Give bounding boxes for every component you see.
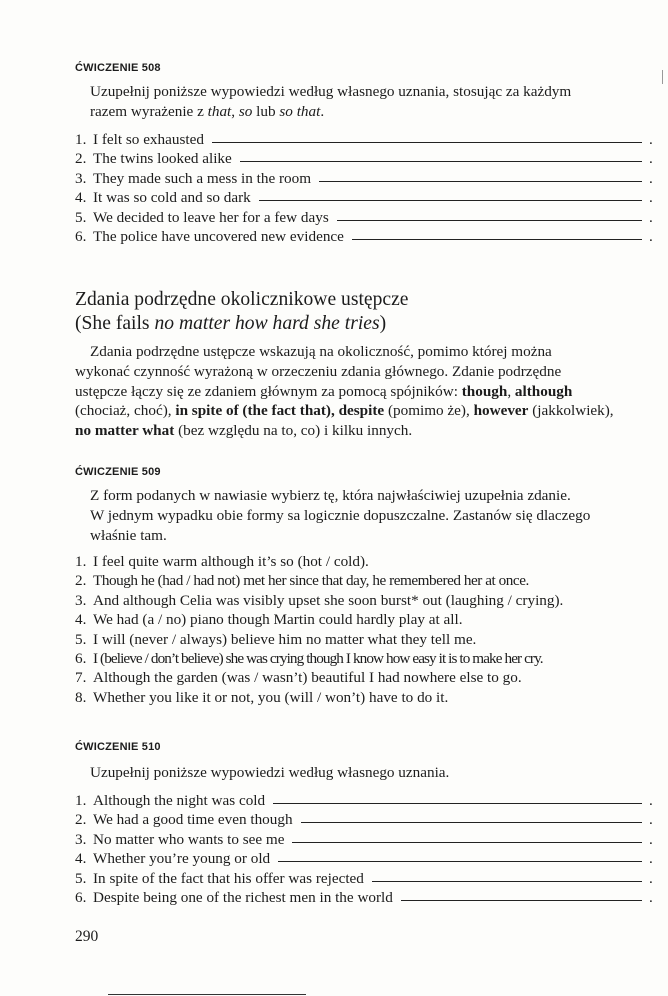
exercise-510-heading: ĆWICZENIE 510 (75, 741, 161, 753)
answer-line[interactable] (212, 142, 642, 143)
instruction-line: Uzupełnij poniższe wypowiedzi według własnego uznania. (90, 764, 450, 781)
exercise-508-items (75, 131, 653, 247)
answer-line[interactable] (401, 900, 642, 901)
answer-line[interactable] (337, 220, 642, 221)
list-item: 4. Whether you’re young or old . (75, 850, 653, 868)
list-item: 6. I (believe / don’t believe) she was crying though I know how easy it is to make her cry. (75, 649, 543, 667)
exercise-509-heading: ĆWICZENIE 509 (75, 466, 161, 478)
exercise-508-heading: ĆWICZENIE 508 (75, 62, 161, 74)
exercise-510-instructions (75, 763, 649, 783)
list-item: 3. No matter who wants to see me . (75, 830, 653, 848)
explanation-line: wykonać czynność wyrażoną w orzeczeniu zdania głównego. Zdanie podrzędne (75, 362, 562, 380)
explanation-line: no matter what (bez względu na to, co) i kilku innych. (75, 422, 413, 440)
answer-line[interactable] (352, 239, 642, 240)
list-item: 3. And although Celia was visibly upset she soon burst* out (laughing / crying). (75, 591, 564, 609)
exercise-508-instructions (75, 82, 649, 122)
instruction-line: właśnie tam. (90, 526, 167, 544)
list-item: 1. Although the night was cold . (75, 792, 653, 809)
instruction-line: razem wyrażenie z that, so lub so that. (90, 102, 325, 120)
list-item: 7. Although the garden (was / wasn’t) beautiful I had nowhere else to go. (75, 669, 522, 687)
answer-line[interactable] (259, 200, 642, 201)
explanation-line: Zdania podrzędne ustępcze wskazują na okoliczność, pomimo której można (90, 343, 552, 360)
answer-line[interactable] (319, 181, 642, 182)
list-item: 5. I will (never / always) believe him no matter what they tell me. (75, 630, 477, 648)
answer-line[interactable] (273, 803, 642, 804)
list-item: 2. Though he (had / had not) met her since that day, he remembered her at once. (75, 572, 529, 590)
answer-line[interactable] (372, 881, 642, 882)
instruction-line: Z form podanych w nawiasie wybierz tę, która najwłaściwiej uzupełnia zdanie. (90, 487, 571, 504)
answer-line[interactable] (278, 861, 642, 862)
exercise-509-items (75, 553, 653, 708)
list-item: 6. Despite being one of the richest men in the world . (75, 888, 653, 906)
answer-line[interactable] (240, 161, 642, 162)
page-number: 290 (75, 928, 99, 945)
instruction-line: W jednym wypadku obie formy sa logicznie dopuszczalne. Zastanów się dlaczego (90, 506, 591, 524)
list-item: 2. The twins looked alike . (75, 150, 653, 168)
explanation-line: (chociaż, choć), in spite of (the fact that), despite (pomimo że), however (jakkolwiek), (75, 402, 614, 420)
list-item: 4. It was so cold and so dark . (75, 189, 653, 207)
exercise-510-items (75, 792, 653, 908)
section-explanation (75, 342, 649, 441)
footer-rule (108, 994, 306, 995)
list-item: 8. Whether you like it or not, you (will / won’t) have to do it. (75, 688, 449, 706)
list-item: 2. We had a good time even though . (75, 811, 653, 829)
explanation-line: ustępcze łączy się ze zdaniem głównym za pomocą spójników: though, although (75, 382, 573, 400)
list-item: 6. The police have uncovered new evidence . (75, 227, 653, 245)
list-item: 5. We decided to leave her for a few days . (75, 208, 653, 226)
answer-line[interactable] (301, 822, 642, 823)
list-item: 1. I felt so exhausted . (75, 131, 653, 148)
instruction-line: Uzupełnij poniższe wypowiedzi według własnego uznania, stosując za każdym (90, 83, 572, 100)
section-title (75, 288, 409, 336)
list-item: 1. I feel quite warm although it’s so (hot / cold). (75, 553, 369, 570)
section-title-line: Zdania podrzędne okolicznikowe ustępcze (75, 289, 409, 310)
answer-line[interactable] (292, 842, 642, 843)
margin-mark (662, 70, 663, 84)
section-title-example: (She fails no matter how hard she tries) (75, 313, 387, 334)
exercise-509-instructions (75, 486, 649, 545)
list-item: 3. They made such a mess in the room . (75, 169, 653, 187)
list-item: 5. In spite of the fact that his offer was rejected . (75, 869, 653, 887)
list-item: 4. We had (a / no) piano though Martin could hardly play at all. (75, 611, 463, 629)
